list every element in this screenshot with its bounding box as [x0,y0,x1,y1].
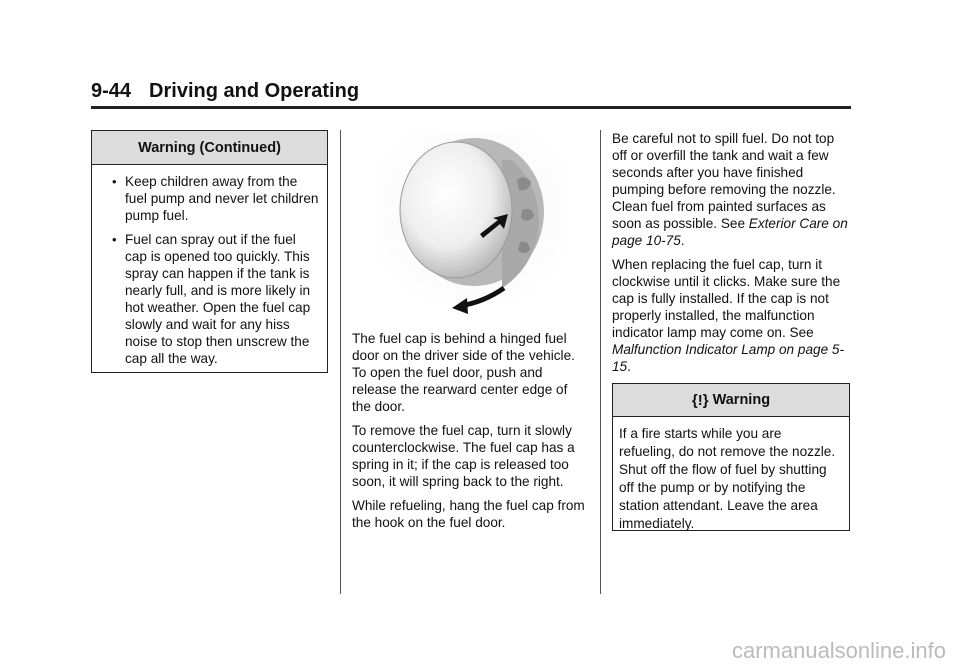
page-number: 9-44 [91,80,132,102]
bullet-icon: • [112,232,117,247]
list-item [104,173,319,224]
warning-icon: {!} [691,391,709,409]
cross-reference-link[interactable]: Malfunction Indicator Lamp on page 5-15 [612,342,844,374]
right-column [612,130,852,531]
paragraph [612,256,852,375]
warning-body: If a fire starts while you are refueling, do not remove the nozzle. Shut off the flow of fuel by shutting off the pump or by notifying the station attendant. Leave the area immediately. [619,426,836,531]
page-header [91,80,851,109]
paragraph: The fuel cap is behind a hinged fuel door on the driver side of the vehicle. To open the fuel door, push and release the rearward center edge of the door. [352,331,575,414]
warning-box [612,383,850,531]
paragraph-text: Be careful not to spill fuel. Do not top off or overfill the tank and wait a few seconds after you have finished pumping before removing the nozzle. Clean fuel from painted surfaces as soon as possible. See [612,131,836,231]
paragraph: While refueling, hang the fuel cap from the hook on the fuel door. [352,498,585,530]
paragraph [612,130,852,249]
bullet-icon: • [112,174,117,189]
section-title: Driving and Operating [149,80,360,102]
list-item-text: Keep children away from the fuel pump and never let children pump fuel. [125,174,319,223]
column-divider [340,130,341,594]
paragraph-text: When replacing the fuel cap, turn it clockwise until it clicks. Make sure the cap is fully installed. If the cap is not properly installed, the malfunction indicator lamp may come on. See [612,257,841,340]
warning-continued-title: Warning (Continued) [92,131,327,165]
cross-reference-link[interactable]: Exterior Care on page 10-75 [612,216,848,248]
watermark: carmanualsonline.info [731,638,946,663]
warning-title-text: Warning [712,392,771,408]
fuel-cap-illustration-icon [352,130,590,326]
warning-continued-box [91,130,328,373]
list-item-text: Fuel can spray out if the fuel cap is opened too quickly. This spray can happen if the tank is nearly full, and is more likely in hot weather. Open the fuel cap slowly and wait for any hiss noise to stop then unscrew the cap all the way. [125,232,311,366]
column-divider [600,130,601,594]
warning-title [613,384,849,417]
middle-column [352,130,590,538]
paragraph: To remove the fuel cap, turn it slowly counterclockwise. The fuel cap has a spring in it; if the cap is released too soon, it will spring back to the right. [352,423,575,489]
paragraph-text: . [627,359,631,374]
warning-list [92,165,327,367]
paragraph-text: . [680,233,685,248]
list-item [104,231,319,367]
